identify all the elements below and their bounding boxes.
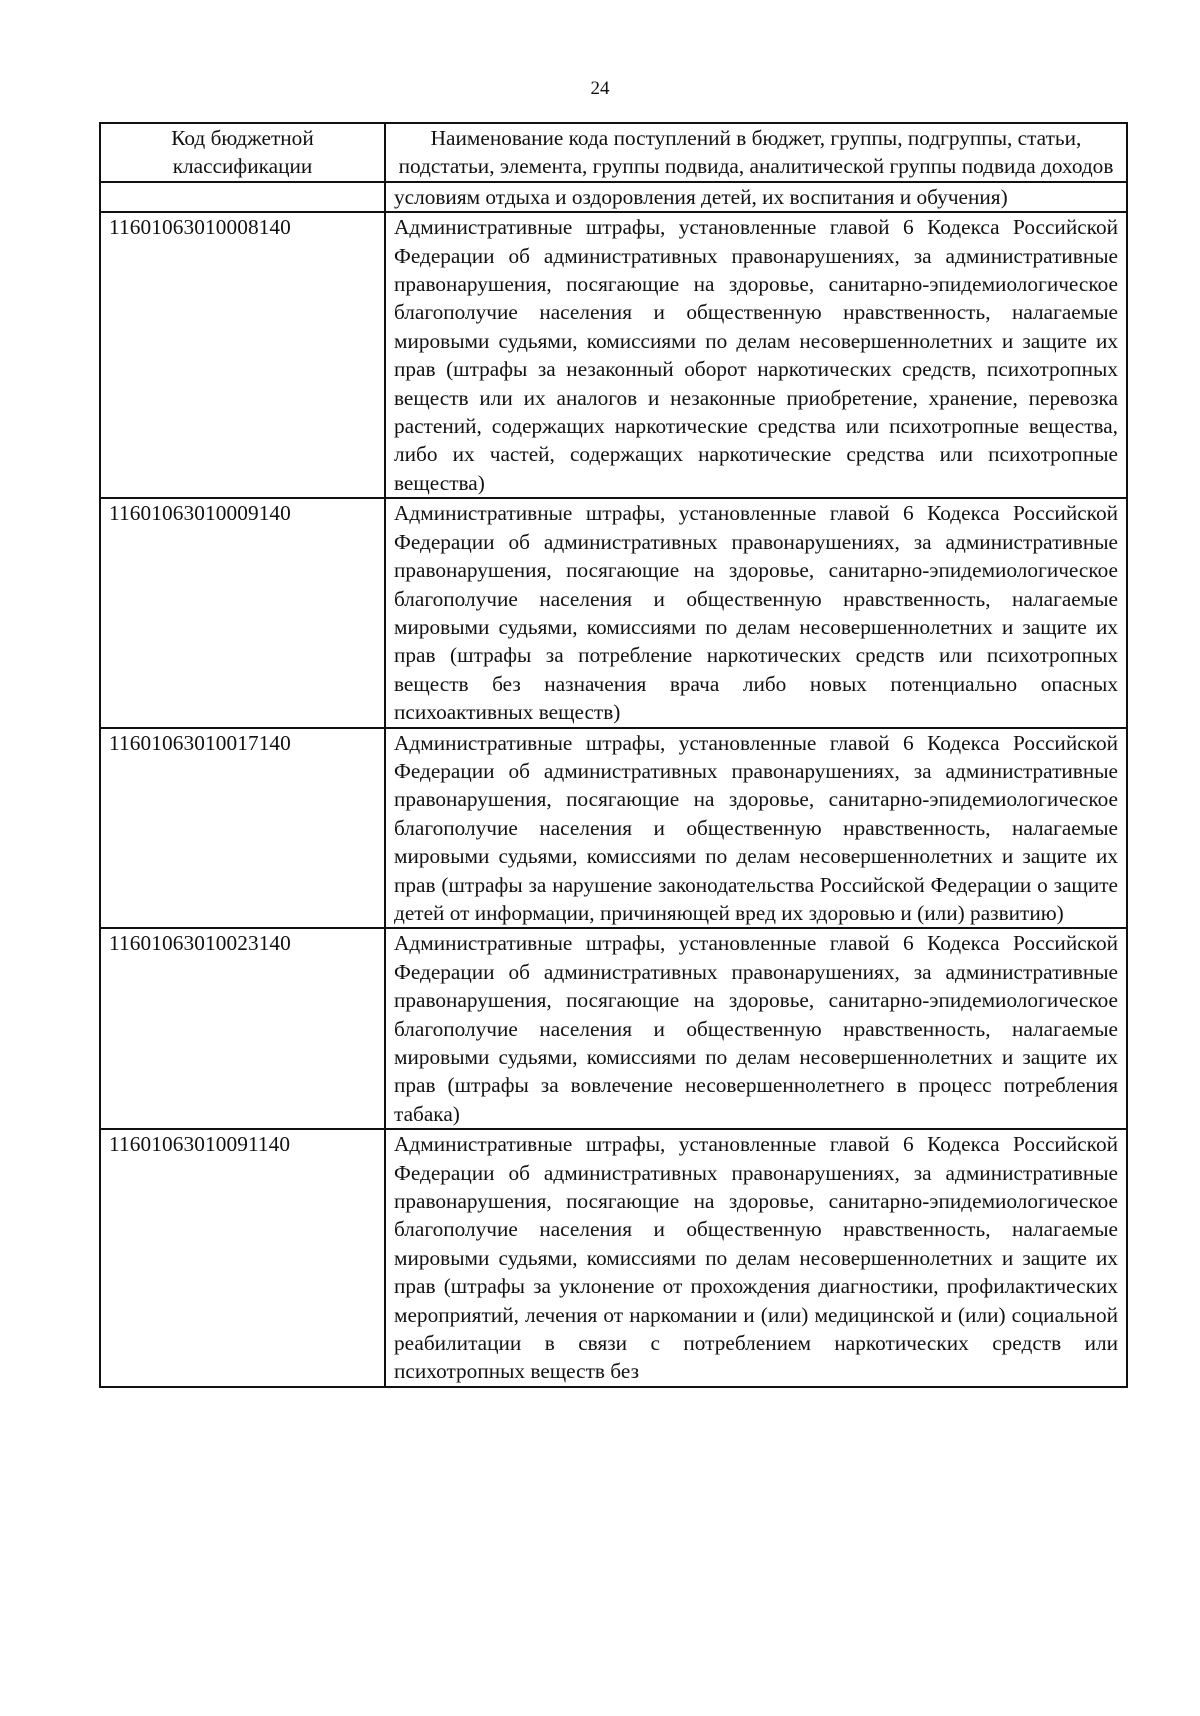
row-name: Административные штрафы, установленные главой 6 Кодекса Российской Федерации об административных правонарушениях, за административные правонарушения, посягающие на здоровье, санитарно-эпидемиологическое благополучие населения и общественную нравственность, налагаемые мировыми судьями, комиссиями по делам несовершеннолетних и защите их прав (штрафы за уклонение от прохождения диагностики, профилактических мероприятий, лечения от наркомании и (или) медицинской и (или) социальной реабилитации в связи с потреблением наркотических средств или психотропных веществ без	[385, 1129, 1127, 1387]
row-code: 11601063010008140	[100, 212, 385, 498]
row-code: 11601063010009140	[100, 498, 385, 727]
row-name: Административные штрафы, установленные главой 6 Кодекса Российской Федерации об административных правонарушениях, за административные правонарушения, посягающие на здоровье, санитарно-эпидемиологическое благополучие населения и общественную нравственность, налагаемые мировыми судьями, комиссиями по делам несовершеннолетних и защите их прав (штрафы за незаконный оборот наркотических средств, психотропных веществ или их аналогов и незаконные приобретение, хранение, перевозка растений, содержащих наркотические средства или психотропные вещества, либо их частей, содержащих наркотические средства или психотропные вещества)	[385, 212, 1127, 498]
row-name: Административные штрафы, установленные главой 6 Кодекса Российской Федерации об административных правонарушениях, за административные правонарушения, посягающие на здоровье, санитарно-эпидемиологическое благополучие населения и общественную нравственность, налагаемые мировыми судьями, комиссиями по делам несовершеннолетних и защите их прав (штрафы за потребление наркотических средств или психотропных веществ без назначения врача либо новых потенциально опасных психоактивных веществ)	[385, 498, 1127, 727]
row-name: условиям отдыха и оздоровления детей, их воспитания и обучения)	[385, 182, 1127, 212]
row-code: 11601063010017140	[100, 728, 385, 929]
row-name: Административные штрафы, установленные главой 6 Кодекса Российской Федерации об административных правонарушениях, за административные правонарушения, посягающие на здоровье, санитарно-эпидемиологическое благополучие населения и общественную нравственность, налагаемые мировыми судьями, комиссиями по делам несовершеннолетних и защите их прав (штрафы за вовлечение несовершеннолетнего в процесс потребления табака)	[385, 928, 1127, 1129]
row-code: 11601063010023140	[100, 928, 385, 1129]
table-row	[100, 728, 1127, 929]
page-number: 24	[590, 78, 610, 99]
table-header-row	[100, 123, 1127, 182]
table-row	[100, 212, 1127, 498]
row-name: Административные штрафы, установленные главой 6 Кодекса Российской Федерации об административных правонарушениях, за административные правонарушения, посягающие на здоровье, санитарно-эпидемиологическое благополучие населения и общественную нравственность, налагаемые мировыми судьями, комиссиями по делам несовершеннолетних и защите их прав (штрафы за нарушение законодательства Российской Федерации о защите детей от информации, причиняющей вред их здоровью и (или) развитию)	[385, 728, 1127, 929]
header-name: Наименование кода поступлений в бюджет, группы, подгруппы, статьи, подстатьи, элемента, группы подвида, аналитической группы подвида доходов	[385, 123, 1127, 182]
row-code: 11601063010091140	[100, 1129, 385, 1387]
budget-classification-table	[99, 122, 1128, 1388]
header-code: Код бюджетной классификации	[100, 123, 385, 182]
table-row	[100, 498, 1127, 727]
table-row	[100, 1129, 1127, 1387]
table-row	[100, 928, 1127, 1129]
table-row	[100, 182, 1127, 212]
row-code	[100, 182, 385, 212]
